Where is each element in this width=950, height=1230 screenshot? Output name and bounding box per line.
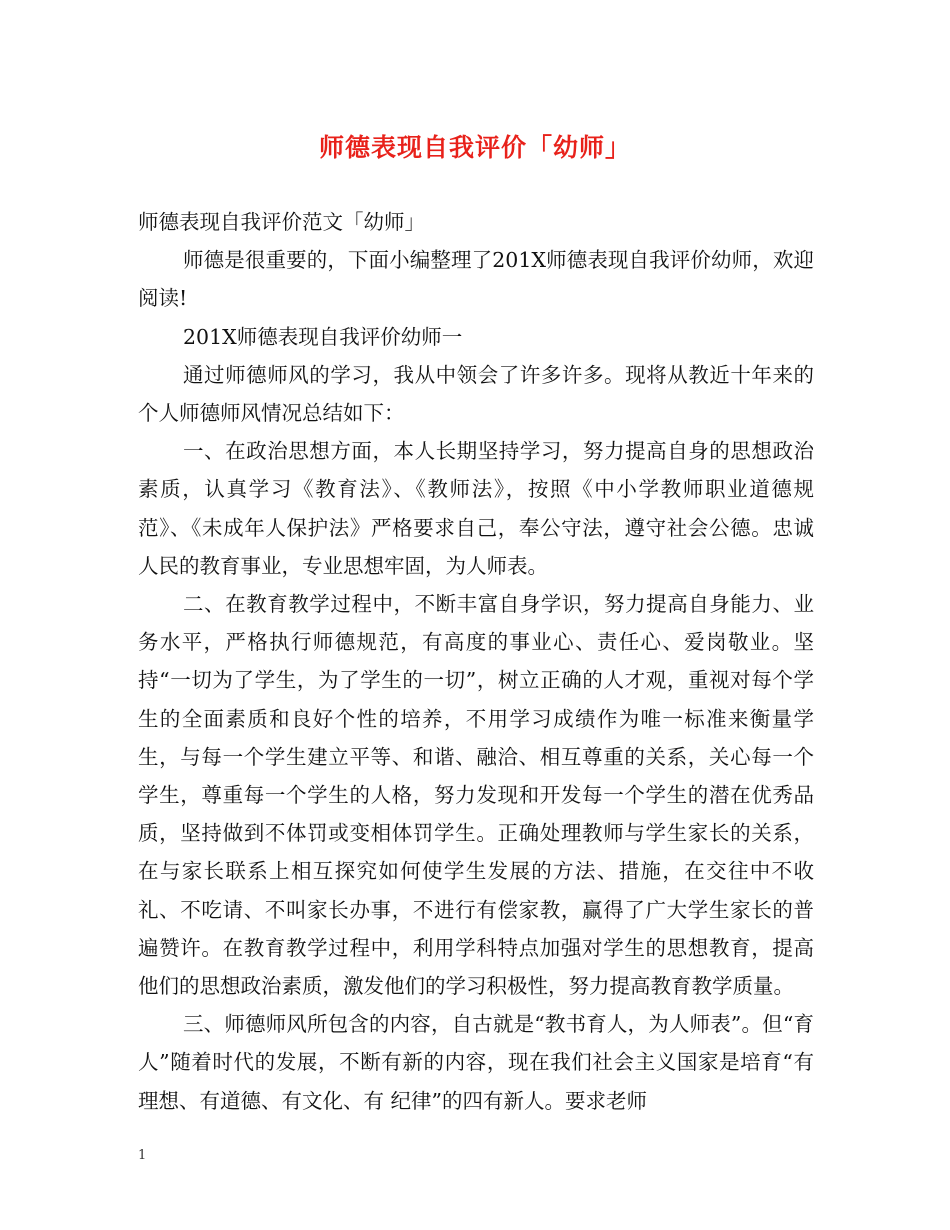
body-paragraph: 二、在教育教学过程中，不断丰富自身学识，努力提高自身能力、业务水平，严格执行师德规范，有高度的事业心、责任心、爱岗敬业。坚持“一切为了学生，为了学生的一切”，树立正确的人才观，重视对每个学生的全面素质和良好个性的培养，不用学习成绩作为唯一标准来衡量学生，与每一个学生建立平等、和谐、融洽、相互尊重的关系，关心每一个学生，尊重每一个学生的人格，努力发现和开发每一个学生的潜在优秀品质，坚持做到不体罚或变相体罚学生。正确处理教师与学生家长的关系，在与家长联系上相互探究如何使学生发展的方法、措施，在交往中不收礼、不吃请、不叫家长办事，不进行有偿家教，赢得了广大学生家长的普遍赞许。在教育教学过程中，利用学科特点加强对学生的思想教育，提高他们的思想政治素质，激发他们的学习积极性，努力提高教育教学质量。 — [138, 592, 814, 999]
body-paragraph: 通过师德师风的学习，我从中领会了许多许多。现将从教近十年来的个人师德师风情况总结如下： — [138, 362, 814, 426]
body-paragraph: 三、师德师风所包含的内容，自古就是“教书育人，为人师表”。但“育人”随着时代的发展，不断有新的内容，现在我们社会主义国家是培育“有理想、有道德、有文化、有 纪律”的四有新人。要求老师 — [138, 1012, 814, 1113]
subtitle-paragraph: 师德表现自我评价范文「幼师」 — [138, 210, 425, 234]
section-heading: 201X师德表现自我评价幼师一 — [183, 324, 463, 349]
document-title: 师德表现自我评价「幼师」 — [318, 133, 631, 162]
document-body — [138, 203, 814, 1120]
body-paragraph: 一、在政治思想方面，本人长期坚持学习，努力提高自身的思想政治素质，认真学习《教育法》、《教师法》，按照《中小学教师职业道德规范》、《未成年人保护法》严格要求自己，奉公守法，遵守社会公德。忠诚人民的教育事业，专业思想牢固，为人师表。 — [138, 439, 814, 578]
intro-paragraph: 师德是很重要的，下面小编整理了201X师德表现自我评价幼师，欢迎阅读! — [138, 248, 814, 311]
page-number: 1 — [138, 1148, 147, 1163]
